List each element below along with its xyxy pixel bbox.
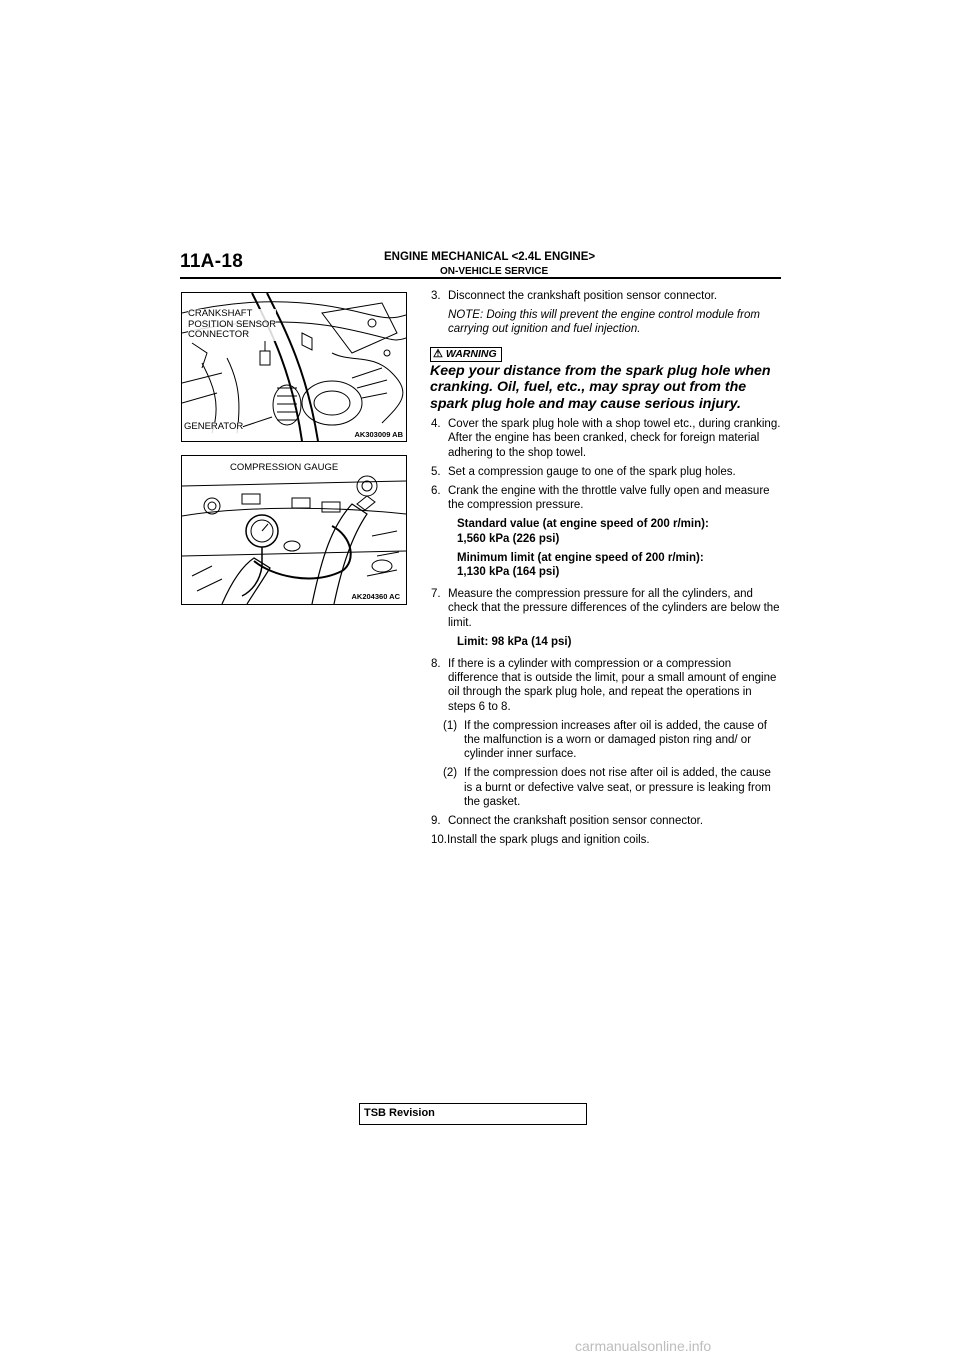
note: NOTE: Doing this will prevent the engine control module from carrying out ignition and fuel injection. [448,309,760,336]
step-9: 9. Connect the crankshaft position sensor connector. [431,814,704,827]
header-rule [180,277,781,279]
warning-triangle-icon: ⚠ [433,347,443,360]
figure-label-generator: GENERATOR [184,421,244,432]
figure-code-2: AK204360 AC [351,592,400,601]
figure-label-crankshaft: CRANKSHAFT POSITION SENSOR CONNECTOR [188,308,277,340]
engine-bay-illustration-2 [182,456,406,604]
step-10: 10.Install the spark plugs and ignition coils. [431,834,650,847]
step-3: 3. Disconnect the crankshaft position sensor connector. [431,290,718,302]
page-number: 11A-18 [180,251,244,272]
step-8: 8. If there is a cylinder with compression or a compression difference that is outside the limit, pour a small amount of engine oil through the spark plug hole, and repeat the operations in steps 6 to 8. [431,657,777,713]
procedure-text [431,289,781,847]
section-subtitle: ON-VEHICLE SERVICE [440,266,549,277]
section-title: ENGINE MECHANICAL <2.4L ENGINE> [384,251,596,263]
minimum-limit: Minimum limit (at engine speed of 200 r/min): 1,130 kPa (164 psi) [457,551,704,578]
step-4: 4. Cover the spark plug hole with a shop towel etc., during cranking. After the engine has been cranked, check for foreign material adhering to the shop towel. [431,418,781,459]
tsb-revision-box: TSB Revision [359,1103,587,1125]
figure-code-1: AK303009 AB [354,430,403,439]
warning-text: Keep your distance from the spark plug hole when cranking. Oil, fuel, etc., may spray out from the spark plug hole and may cause serious injury. [430,362,771,412]
figure-compression-gauge [181,455,407,605]
figure-label-compression-gauge: COMPRESSION GAUGE [230,462,339,473]
limit-value: Limit: 98 kPa (14 psi) [457,635,572,648]
step-5: 5. Set a compression gauge to one of the spark plug holes. [431,465,736,478]
substep-2: (2) If the compression does not rise after oil is added, the cause is a burnt or defective valve seat, or pressure is leaking from the gasket. [443,767,771,808]
step-7: 7. Measure the compression pressure for all the cylinders, and check that the pressure differences of the cylinders are below the limit. [431,588,780,629]
warning-badge: ⚠ WARNING [430,347,502,362]
watermark: carmanualsonline.info [575,1338,712,1354]
substep-1: (1) If the compression increases after oil is added, the cause of the malfunction is a worn or damaged piston ring and/ or cylinder inner surface. [443,719,767,761]
step-6: 6. Crank the engine with the throttle valve fully open and measure the compression pressure. [431,484,770,512]
figure-crankshaft-sensor [181,292,407,442]
standard-value: Standard value (at engine speed of 200 r/min): 1,560 kPa (226 psi) [457,518,709,545]
